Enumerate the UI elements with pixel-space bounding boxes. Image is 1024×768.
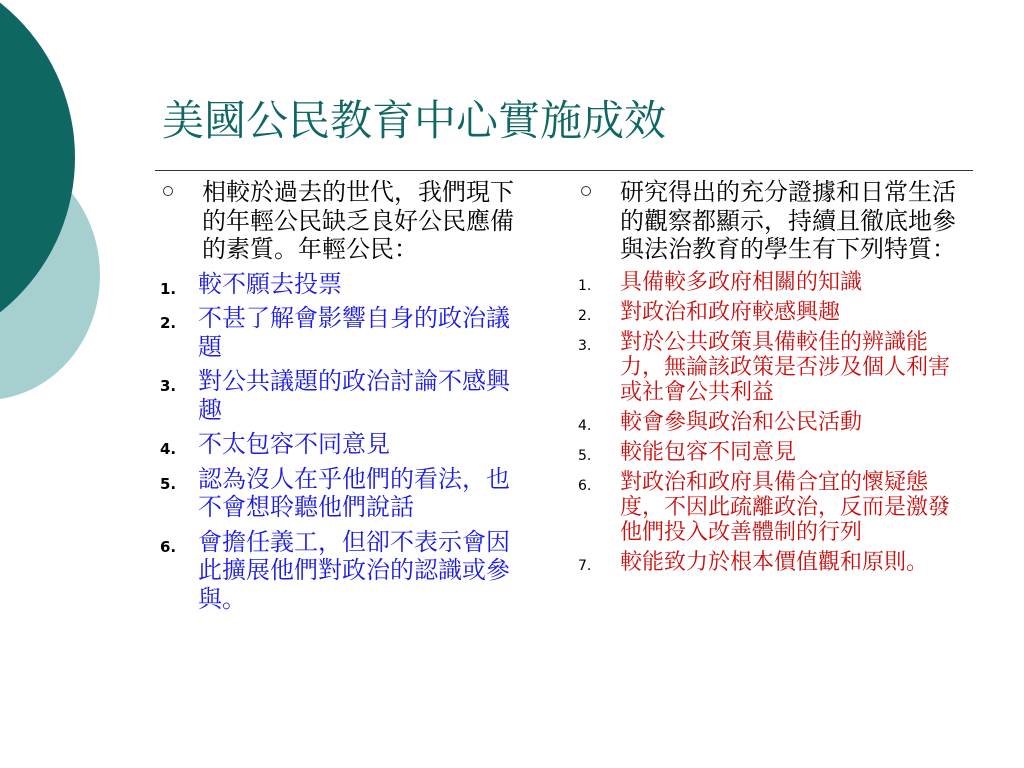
list-number: 6.	[160, 537, 177, 556]
list-number: 3.	[578, 337, 592, 354]
left-list-item	[160, 367, 520, 424]
left-intro-text: 相較於過去的世代，我們現下的年輕公民缺乏良好公民應備的素質。年輕公民：	[202, 178, 514, 263]
list-item-text: 對政治和政府較感興趣	[620, 299, 841, 325]
right-list-item	[578, 550, 968, 575]
list-item-text: 對公共議題的政治討論不感興趣	[198, 367, 510, 424]
left-intro-paragraph	[160, 178, 520, 264]
list-item-text: 不太包容不同意見	[198, 430, 390, 458]
list-number: 4.	[160, 440, 177, 458]
list-item-text: 認為沒人在乎他們的看法，也不會想聆聽他們說話	[198, 464, 510, 521]
left-list-item	[160, 270, 520, 299]
left-column	[160, 178, 520, 619]
list-number: 2.	[160, 314, 177, 332]
right-list-item	[578, 440, 968, 465]
list-item-text: 不甚了解會影響自身的政治議題	[198, 304, 510, 361]
list-item-text: 較能致力於根本價值觀和原則。	[620, 549, 929, 575]
list-item-text: 較不願去投票	[198, 269, 342, 298]
list-number: 3.	[160, 377, 177, 395]
left-list-item	[160, 528, 520, 614]
list-number: 1.	[578, 277, 592, 294]
right-list-item	[578, 330, 968, 405]
title-divider	[155, 170, 973, 171]
left-list-item	[160, 430, 520, 459]
list-item-text: 具備較多政府相關的知識	[620, 269, 863, 295]
hollow-circle-bullet-icon	[581, 186, 591, 196]
hollow-circle-bullet-icon	[163, 186, 173, 196]
right-column	[578, 178, 968, 580]
right-list-item	[578, 470, 968, 545]
left-list-item	[160, 304, 520, 361]
right-list-item	[578, 410, 968, 435]
list-number: 2.	[578, 307, 592, 324]
list-item-text: 較能包容不同意見	[620, 439, 797, 465]
list-number: 7.	[578, 557, 592, 574]
list-number: 4.	[578, 417, 592, 434]
left-list-item	[160, 465, 520, 522]
right-intro-text: 研究得出的充分證據和日常生活的觀察都顯示，持續且徹底地參與法治教育的學生有下列特質：	[620, 178, 956, 263]
right-intro-paragraph	[578, 178, 968, 264]
list-item-text: 會擔任義工，但卻不表示會因此擴展他們對政治的認識或參與。	[198, 527, 510, 613]
right-list-item	[578, 270, 968, 295]
right-list-item	[578, 300, 968, 325]
list-number: 5.	[160, 474, 177, 493]
list-item-text: 較會參與政治和公民活動	[620, 409, 863, 435]
list-number: 6.	[578, 477, 592, 494]
list-number: 5.	[578, 447, 592, 464]
list-item-text: 對政治和政府具備合宜的懷疑態度，不因此疏離政治，反而是激發他們投入改善體制的行列	[620, 469, 951, 545]
slide-title: 美國公民教育中心實施成效	[162, 96, 667, 145]
list-number: 1.	[160, 279, 177, 298]
list-item-text: 對於公共政策具備較佳的辨識能力，無論該政策是否涉及個人利害或社會公共利益	[620, 329, 951, 405]
